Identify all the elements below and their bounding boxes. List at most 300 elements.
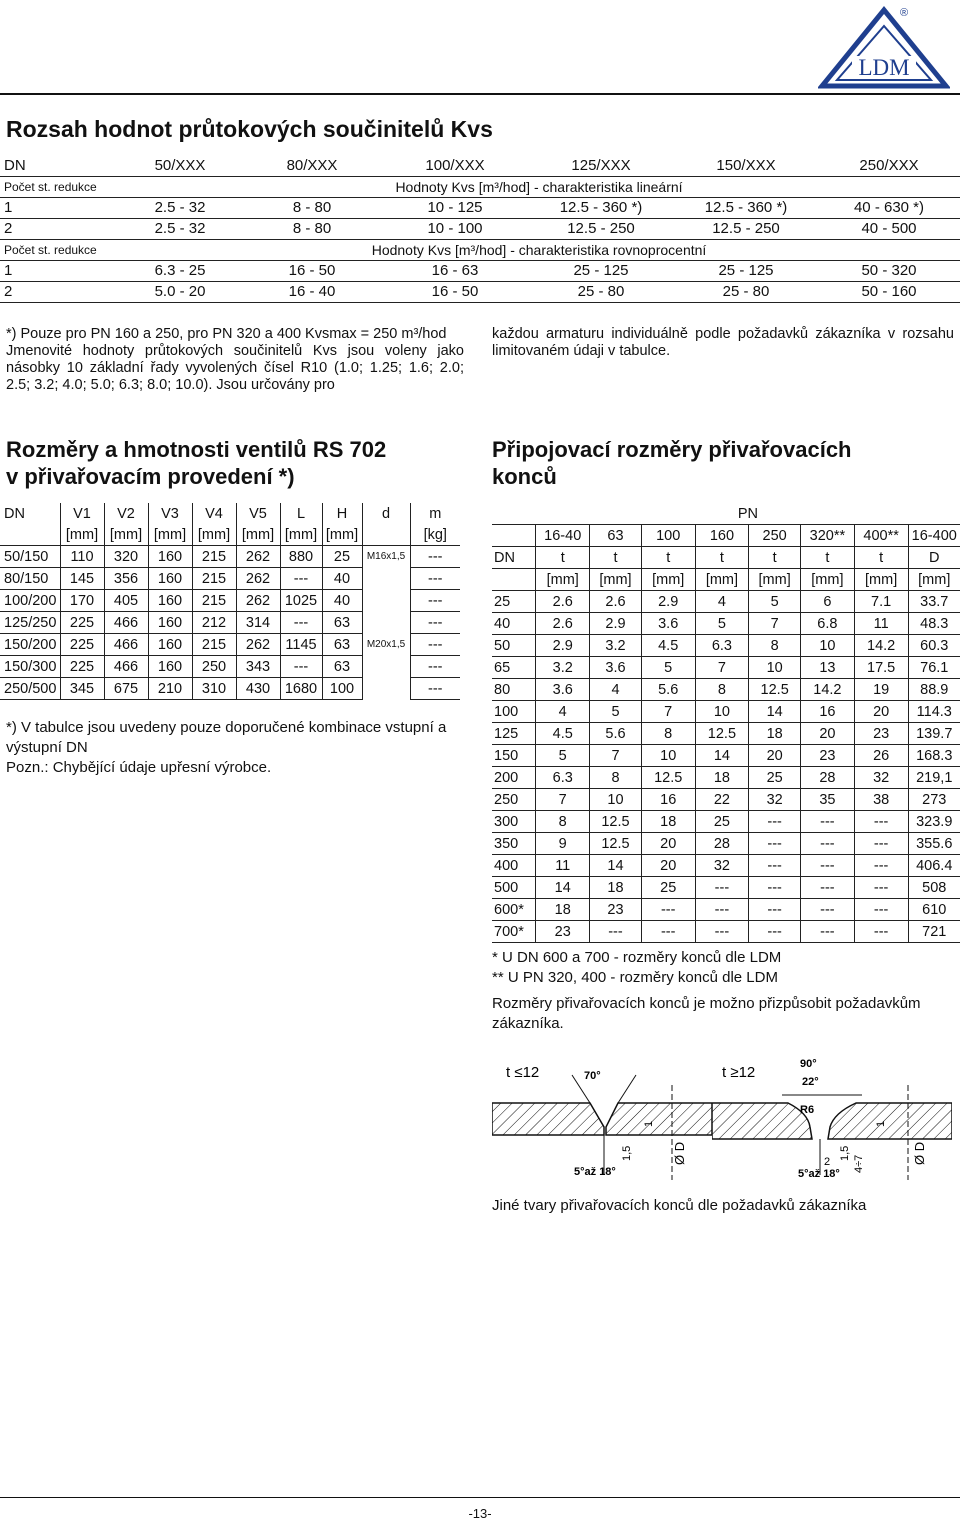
dims-header-cell: d <box>362 503 410 524</box>
section-text: Hodnoty Kvs [m³/hod] - charakteristika lineární <box>118 177 960 198</box>
fig1-diameter: Ø D <box>672 1141 687 1165</box>
kvs-cell: 16 - 63 <box>382 261 528 282</box>
weld-header-cell: [mm] <box>801 569 855 591</box>
kvs-note-left <box>6 326 464 394</box>
kvs-cell: 25 - 80 <box>674 282 818 303</box>
weld-cell: 12.5 <box>590 811 642 833</box>
dims-cell: 466 <box>104 656 148 678</box>
fig2-diameter: Ø D <box>912 1141 927 1165</box>
dims-row <box>0 634 460 656</box>
dims-cell: 225 <box>60 656 104 678</box>
weld-header-cell: [mm] <box>590 569 642 591</box>
weld-header-cell: t <box>801 547 855 569</box>
weld-header-cell: 400** <box>854 525 908 547</box>
fig2-pipe-left <box>712 1103 815 1139</box>
weld-cell: --- <box>801 855 855 877</box>
section-label: Počet st. redukce <box>0 240 118 261</box>
dims-title-line2: v přivařovacím provedení *) <box>6 464 295 489</box>
weld-cell: 18 <box>590 877 642 899</box>
weld-row <box>492 899 960 921</box>
weld-cell: 11 <box>854 613 908 635</box>
dims-header-cell: V4 <box>192 503 236 524</box>
weld-cell: 10 <box>749 657 801 679</box>
weld-row <box>492 833 960 855</box>
weld-header-cell: t <box>536 547 590 569</box>
weld-cell: --- <box>854 833 908 855</box>
weld-title-line2: konců <box>492 464 557 489</box>
logo-text: LDM <box>858 55 910 80</box>
weld-dn-cell: 125 <box>492 723 536 745</box>
weld-cell: 16 <box>801 701 855 723</box>
weld-row <box>492 635 960 657</box>
fig2-radius: R6 <box>800 1104 815 1116</box>
kvs-cell: 25 - 80 <box>528 282 674 303</box>
dims-cell: 675 <box>104 678 148 700</box>
weld-cell: 26 <box>854 745 908 767</box>
weld-cell: 7 <box>590 745 642 767</box>
weld-end-figure-thin <box>492 1055 712 1185</box>
kvs-cell: 25 - 125 <box>674 261 818 282</box>
weld-dn-cell: 300 <box>492 811 536 833</box>
dims-cell: 262 <box>236 546 280 568</box>
weld-end-figure-thick <box>712 1055 952 1185</box>
weld-cell: 20 <box>801 723 855 745</box>
weld-header-cell: t <box>749 547 801 569</box>
weld-cell: 18 <box>536 899 590 921</box>
kvs-cell: 1 <box>0 198 118 219</box>
dims-cell: 466 <box>104 612 148 634</box>
weld-cell: 219,1 <box>908 767 960 789</box>
dims-unit-cell: [mm] <box>280 524 322 546</box>
weld-cell: 2.9 <box>536 635 590 657</box>
weld-cell: 3.6 <box>590 657 642 679</box>
dims-cell: 40 <box>322 590 362 612</box>
kvs-cell: 2 <box>0 282 118 303</box>
weld-cell: --- <box>854 921 908 943</box>
weld-cell: 355.6 <box>908 833 960 855</box>
dims-row <box>0 612 460 634</box>
weld-cell: 7 <box>641 701 695 723</box>
weld-header-cell: t <box>590 547 642 569</box>
kvs-table <box>0 156 960 303</box>
weld-row <box>492 921 960 943</box>
weld-pn-row <box>492 525 960 547</box>
dims-cell <box>362 656 410 678</box>
fig1-angle: 70° <box>584 1070 601 1082</box>
dims-dn-cell: 125/250 <box>0 612 60 634</box>
dims-dn-cell: 250/500 <box>0 678 60 700</box>
weld-dn-cell: 700* <box>492 921 536 943</box>
dims-unit-cell: [mm] <box>236 524 280 546</box>
weld-row <box>492 855 960 877</box>
weld-cell: 88.9 <box>908 679 960 701</box>
weld-dn-cell: 40 <box>492 613 536 635</box>
dims-cell: 262 <box>236 590 280 612</box>
weld-header-cell: t <box>695 547 749 569</box>
weld-table <box>492 503 960 943</box>
dims-cell: 160 <box>148 612 192 634</box>
weld-cell: 22 <box>695 789 749 811</box>
dims-unit-cell: [mm] <box>60 524 104 546</box>
kvs-header-cell: 250/XXX <box>818 156 960 177</box>
weld-row <box>492 745 960 767</box>
weld-cell: 6.3 <box>695 635 749 657</box>
kvs-header-cell: 150/XXX <box>674 156 818 177</box>
weld-header-cell: 320** <box>801 525 855 547</box>
weld-cell: 14 <box>695 745 749 767</box>
page-number: -13- <box>468 1506 492 1521</box>
weld-cell: 14.2 <box>854 635 908 657</box>
dims-cell: 225 <box>60 612 104 634</box>
weld-cell: 48.3 <box>908 613 960 635</box>
dims-cell: --- <box>280 656 322 678</box>
dims-cell: 310 <box>192 678 236 700</box>
kvs-cell: 8 - 80 <box>242 198 382 219</box>
weld-cell: --- <box>854 899 908 921</box>
dims-cell: 215 <box>192 568 236 590</box>
dims-row <box>0 546 460 568</box>
weld-cell: 12.5 <box>695 723 749 745</box>
weld-note-3: Rozměry přivařovacích konců je možno přizpůsobit požadavkům zákazníka. <box>492 995 921 1032</box>
weld-cell: 5 <box>695 613 749 635</box>
kvs-cell: 2.5 - 32 <box>118 219 242 240</box>
weld-row <box>492 811 960 833</box>
dims-dn-cell: 80/150 <box>0 568 60 590</box>
dims-footnotes <box>6 718 466 778</box>
dims-cell <box>362 678 410 700</box>
kvs-cell: 16 - 40 <box>242 282 382 303</box>
kvs-row <box>0 219 960 240</box>
weld-cell: 114.3 <box>908 701 960 723</box>
weld-header-cell: [mm] <box>641 569 695 591</box>
weld-dn-cell: 25 <box>492 591 536 613</box>
kvs-section-row <box>0 177 960 198</box>
dims-cell: M16x1,5 <box>362 546 410 568</box>
weld-dn-cell: 50 <box>492 635 536 657</box>
weld-cell: 721 <box>908 921 960 943</box>
dims-cell: 356 <box>104 568 148 590</box>
weld-header-cell: t <box>641 547 695 569</box>
weld-cell: 7.1 <box>854 591 908 613</box>
weld-cell: 19 <box>854 679 908 701</box>
weld-cell: 38 <box>854 789 908 811</box>
fig2-range: 5°až 18° <box>798 1168 840 1180</box>
weld-cell: 32 <box>854 767 908 789</box>
dims-cell: --- <box>410 568 460 590</box>
fig2-dim-b: 1,5 <box>839 1145 851 1161</box>
dims-unit-cell: [kg] <box>410 524 460 546</box>
weld-empty <box>492 503 536 525</box>
weld-cell: 18 <box>749 723 801 745</box>
kvs-header-cell: 80/XXX <box>242 156 382 177</box>
weld-cell: 23 <box>590 899 642 921</box>
kvs-cell: 8 - 80 <box>242 219 382 240</box>
weld-cell: 14 <box>536 877 590 899</box>
weld-cell: 5.6 <box>641 679 695 701</box>
dims-cell: --- <box>280 568 322 590</box>
ldm-logo <box>818 2 950 90</box>
weld-cell: 14 <box>749 701 801 723</box>
weld-cell: 5 <box>749 591 801 613</box>
dims-cell: 170 <box>60 590 104 612</box>
dims-cell: 25 <box>322 546 362 568</box>
dims-cell <box>362 568 410 590</box>
fig2-dim-e: 1 <box>875 1120 887 1127</box>
fig1-t-label: t ≤12 <box>506 1064 540 1081</box>
weld-cell: 4 <box>536 701 590 723</box>
weld-title <box>492 436 852 490</box>
weld-cell: 5 <box>536 745 590 767</box>
dims-cell: 215 <box>192 546 236 568</box>
weld-cell: --- <box>854 877 908 899</box>
weld-row <box>492 591 960 613</box>
weld-cell: 273 <box>908 789 960 811</box>
weld-cell: 32 <box>695 855 749 877</box>
fig1-pipe-left <box>492 1103 604 1135</box>
dims-row <box>0 590 460 612</box>
kvs-note-1: *) Pouze pro PN 160 a 250, pro PN 320 a 400 Kvsmax = 250 m³/hod <box>6 326 447 342</box>
weld-cell: 12.5 <box>641 767 695 789</box>
weld-dn-cell: 65 <box>492 657 536 679</box>
dims-title <box>6 436 386 490</box>
kvs-title: Rozsah hodnot průtokových součinitelů Kvs <box>6 116 493 142</box>
weld-cell: 10 <box>641 745 695 767</box>
weld-cell: 7 <box>536 789 590 811</box>
dims-row <box>0 656 460 678</box>
registered-mark: ® <box>900 7 909 19</box>
weld-cell: 12.5 <box>749 679 801 701</box>
fig1-angle-line <box>618 1075 636 1103</box>
weld-row <box>492 767 960 789</box>
weld-cell: 168.3 <box>908 745 960 767</box>
weld-note-2: ** U PN 320, 400 - rozměry konců dle LDM <box>492 969 778 986</box>
weld-cell: 10 <box>590 789 642 811</box>
weld-cell: 13 <box>801 657 855 679</box>
weld-note-4: Jiné tvary přivařovacích konců dle požadavků zákazníka <box>492 1197 867 1214</box>
weld-cell: 23 <box>854 723 908 745</box>
dims-cell <box>362 590 410 612</box>
fig2-t-label: t ≥12 <box>722 1064 756 1081</box>
weld-dn-cell: 250 <box>492 789 536 811</box>
weld-cell: 20 <box>749 745 801 767</box>
top-rule <box>0 93 960 95</box>
weld-cell: 18 <box>695 767 749 789</box>
section-text: Hodnoty Kvs [m³/hod] - charakteristika rovnoprocentní <box>118 240 960 261</box>
dims-header-cell: V5 <box>236 503 280 524</box>
weld-cell: 3.6 <box>641 613 695 635</box>
weld-note-1: * U DN 600 a 700 - rozměry konců dle LDM <box>492 949 782 966</box>
weld-cell: --- <box>801 811 855 833</box>
weld-dn-cell: 500 <box>492 877 536 899</box>
dims-title-line1: Rozměry a hmotnosti ventilů RS 702 <box>6 437 387 462</box>
dims-cell: 63 <box>322 634 362 656</box>
dims-header-cell: V1 <box>60 503 104 524</box>
weld-cell: 17.5 <box>854 657 908 679</box>
dims-cell <box>362 612 410 634</box>
dims-cell: 63 <box>322 612 362 634</box>
dims-header-cell: H <box>322 503 362 524</box>
kvs-cell: 12.5 - 250 <box>674 219 818 240</box>
weld-cell: 2.9 <box>641 591 695 613</box>
kvs-header-row <box>0 156 960 177</box>
dims-header-cell: m <box>429 505 442 522</box>
weld-cell: 10 <box>801 635 855 657</box>
dims-cell: 160 <box>148 634 192 656</box>
dims-cell: --- <box>410 612 460 634</box>
dims-cell: 466 <box>104 634 148 656</box>
weld-cell: 2.6 <box>590 591 642 613</box>
weld-dn-cell: 600* <box>492 899 536 921</box>
dims-cell: 225 <box>60 634 104 656</box>
dims-unit-cell: [mm] <box>322 524 362 546</box>
dims-row <box>0 678 460 700</box>
kvs-header-cell: 50/XXX <box>118 156 242 177</box>
weld-cell: --- <box>801 899 855 921</box>
dims-cell: 110 <box>60 546 104 568</box>
dims-cell: --- <box>410 546 460 568</box>
weld-cell: 14.2 <box>801 679 855 701</box>
dims-cell: 212 <box>192 612 236 634</box>
weld-cell: 12.5 <box>590 833 642 855</box>
weld-row <box>492 789 960 811</box>
weld-header-cell: 16-400 <box>908 525 960 547</box>
weld-cell: 28 <box>695 833 749 855</box>
weld-cell: 6.3 <box>536 767 590 789</box>
weld-header-cell: 63 <box>590 525 642 547</box>
weld-cell: 2.6 <box>536 591 590 613</box>
weld-cell: --- <box>749 921 801 943</box>
dims-cell: 215 <box>192 634 236 656</box>
fig2-pipe-right <box>828 1103 952 1139</box>
weld-cell: 3.2 <box>590 635 642 657</box>
kvs-header-cell: 100/XXX <box>382 156 528 177</box>
weld-cell: 5 <box>590 701 642 723</box>
weld-cell: 5.6 <box>590 723 642 745</box>
weld-cell: 23 <box>801 745 855 767</box>
kvs-cell: 10 - 125 <box>382 198 528 219</box>
weld-cell: --- <box>749 855 801 877</box>
weld-cell: --- <box>695 899 749 921</box>
fig2-dim-a: 2 <box>824 1156 831 1168</box>
weld-cell: 8 <box>536 811 590 833</box>
weld-header-cell: t <box>854 547 908 569</box>
weld-cell: 16 <box>641 789 695 811</box>
kvs-cell: 6.3 - 25 <box>118 261 242 282</box>
dims-dn-cell: 150/200 <box>0 634 60 656</box>
weld-dn-cell: 200 <box>492 767 536 789</box>
weld-cell: 25 <box>695 811 749 833</box>
fig2-angle2: 22° <box>802 1076 819 1088</box>
weld-row <box>492 877 960 899</box>
weld-header-cell: 100 <box>641 525 695 547</box>
weld-cell: 32 <box>749 789 801 811</box>
weld-cell: 139.7 <box>908 723 960 745</box>
weld-row <box>492 701 960 723</box>
dims-row <box>0 568 460 590</box>
weld-cell: --- <box>590 921 642 943</box>
dims-cell: 215 <box>192 590 236 612</box>
weld-cell: --- <box>695 921 749 943</box>
weld-cell: 610 <box>908 899 960 921</box>
weld-cell: --- <box>854 855 908 877</box>
weld-cell: 7 <box>695 657 749 679</box>
kvs-cell: 12.5 - 360 *) <box>674 198 818 219</box>
weld-notes <box>492 948 952 1034</box>
weld-cell: --- <box>749 877 801 899</box>
weld-cell: 76.1 <box>908 657 960 679</box>
weld-cell: 4.5 <box>641 635 695 657</box>
weld-cell: 18 <box>641 811 695 833</box>
weld-cell: 4 <box>590 679 642 701</box>
weld-cell: --- <box>695 877 749 899</box>
weld-symbol-row <box>492 547 960 569</box>
weld-header-cell: [mm] <box>854 569 908 591</box>
weld-cell: 4.5 <box>536 723 590 745</box>
kvs-row <box>0 198 960 219</box>
dims-cell: --- <box>410 590 460 612</box>
kvs-cell: 12.5 - 360 *) <box>528 198 674 219</box>
dims-unit-row <box>0 524 460 546</box>
weld-row <box>492 613 960 635</box>
kvs-cell: 50 - 160 <box>818 282 960 303</box>
dims-cell: 160 <box>148 568 192 590</box>
dims-cell: 210 <box>148 678 192 700</box>
kvs-cell: 50 - 320 <box>818 261 960 282</box>
weld-cell: 25 <box>641 877 695 899</box>
dims-header-cell: V3 <box>148 503 192 524</box>
weld-row <box>492 723 960 745</box>
weld-cell: 14 <box>590 855 642 877</box>
kvs-cell: 40 - 630 *) <box>818 198 960 219</box>
dims-cell: 40 <box>322 568 362 590</box>
kvs-note-3: každou armaturu individuálně podle požadavků zákazníka v rozsahu limitovaném údaji v tabulce. <box>492 326 954 359</box>
dims-table <box>0 503 460 700</box>
dims-unit-cell: [mm] <box>192 524 236 546</box>
weld-header-cell <box>492 569 536 591</box>
weld-cell: 20 <box>641 833 695 855</box>
dims-dn-cell: 150/300 <box>0 656 60 678</box>
dims-unit-cell <box>362 524 410 546</box>
weld-cell: --- <box>641 921 695 943</box>
dims-unit-cell <box>0 524 60 546</box>
kvs-header-cell: 125/XXX <box>528 156 674 177</box>
kvs-section-row <box>0 240 960 261</box>
weld-header-cell: [mm] <box>908 569 960 591</box>
kvs-cell: 16 - 50 <box>242 261 382 282</box>
bottom-rule <box>0 1497 960 1498</box>
weld-header-cell <box>492 525 536 547</box>
weld-cell: 508 <box>908 877 960 899</box>
dims-cell: 880 <box>280 546 322 568</box>
dims-cell: 430 <box>236 678 280 700</box>
dims-cell: 320 <box>104 546 148 568</box>
dims-cell: 345 <box>60 678 104 700</box>
dims-cell: --- <box>410 656 460 678</box>
dims-foot-1: *) V tabulce jsou uvedeny pouze doporučené kombinace vstupní a výstupní DN <box>6 719 447 756</box>
weld-title-line1: Připojovací rozměry přivařovacích <box>492 437 852 462</box>
weld-cell: 25 <box>749 767 801 789</box>
weld-cell: 33.7 <box>908 591 960 613</box>
dims-header-cell: L <box>280 503 322 524</box>
kvs-header-cell: DN <box>0 156 118 177</box>
weld-cell: 3.2 <box>536 657 590 679</box>
weld-pn-label: PN <box>536 503 960 525</box>
weld-cell: --- <box>854 811 908 833</box>
dims-cell: 1680 <box>280 678 322 700</box>
dims-cell: 262 <box>236 568 280 590</box>
weld-header-cell: [mm] <box>695 569 749 591</box>
fig1-dim-b: 1 <box>643 1120 655 1127</box>
